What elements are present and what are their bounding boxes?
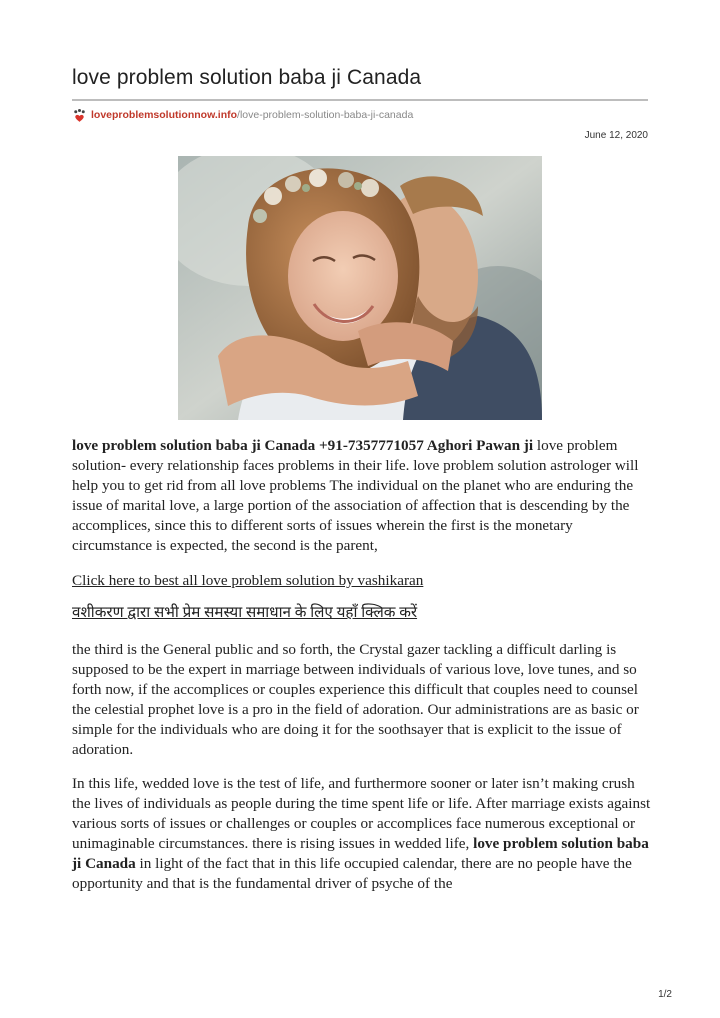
source-line [72,107,413,123]
link-hindi-row [72,603,652,623]
paragraph-third [72,774,652,894]
paragraph-third-bold: love problem solution baba ji Canada [72,835,649,872]
page-number: 1/2 [658,989,672,1000]
hero-image [178,156,542,420]
page-title: love problem solution baba ji Canada [72,66,422,89]
paragraph-second [72,640,652,760]
hindi-vashikaran-link[interactable]: वशीकरण द्वारा सभी प्रेम समस्या समाधान के लिए यहाँ क्लिक करें [72,604,418,621]
title-divider [72,99,648,101]
site-logo-icon [72,108,87,123]
paragraph-third-part2: in light of the fact that in this life occupied calendar, there are no people have the opportunity and that is the fundamental driver of psyche of the [72,855,632,892]
intro-bold-heading: love problem solution baba ji Canada +91-7357771057 Aghori Pawan ji [72,437,534,454]
source-domain-link[interactable]: loveproblemsolutionnow.info [91,109,238,121]
source-path: /love-problem-solution-baba-ji-canada [237,109,414,121]
intro-body: love problem solution- every relationship faces problems in their life. love problem solution astrologer will help you to get rid from all love problems The individual on the planet who are enduring the issue of marital love, a large portion of the association of affection that is descending by the accomplices, since this to different sorts of issues wherein the first is the monetary circumstance is expected, the second is the parent, [72,437,639,554]
paragraph-second-text: the third is the General public and so forth, the Crystal gazer tackling a difficult darling is supposed to be the expert in marriage between individuals of various love, love tunes, and so forth now, if the accomplices or couples experience this difficult that couples need to counsel the celestial prophet love is a pro in the field of adoration. Our administrations are as basic or simple for the individuals who are doing it for the soothsayer that is explicit to the issue of adoration. [72,641,639,758]
publish-date: June 12, 2020 [584,130,648,141]
paragraph-third-part1: In this life, wedded love is the test of life, and furthermore sooner or later isn’t making crush the lives of individuals as people during the time spent life or life. After marriage exists against various sorts of issues or challenges or couples or accomplices face numerous exceptional or unimaginable circumstances. there is rising issues in wedded life, [72,775,651,852]
paragraph-intro [72,436,652,556]
vashikaran-link[interactable]: Click here to best all love problem solution by vashikaran [72,572,424,589]
link-english-row [72,571,652,591]
